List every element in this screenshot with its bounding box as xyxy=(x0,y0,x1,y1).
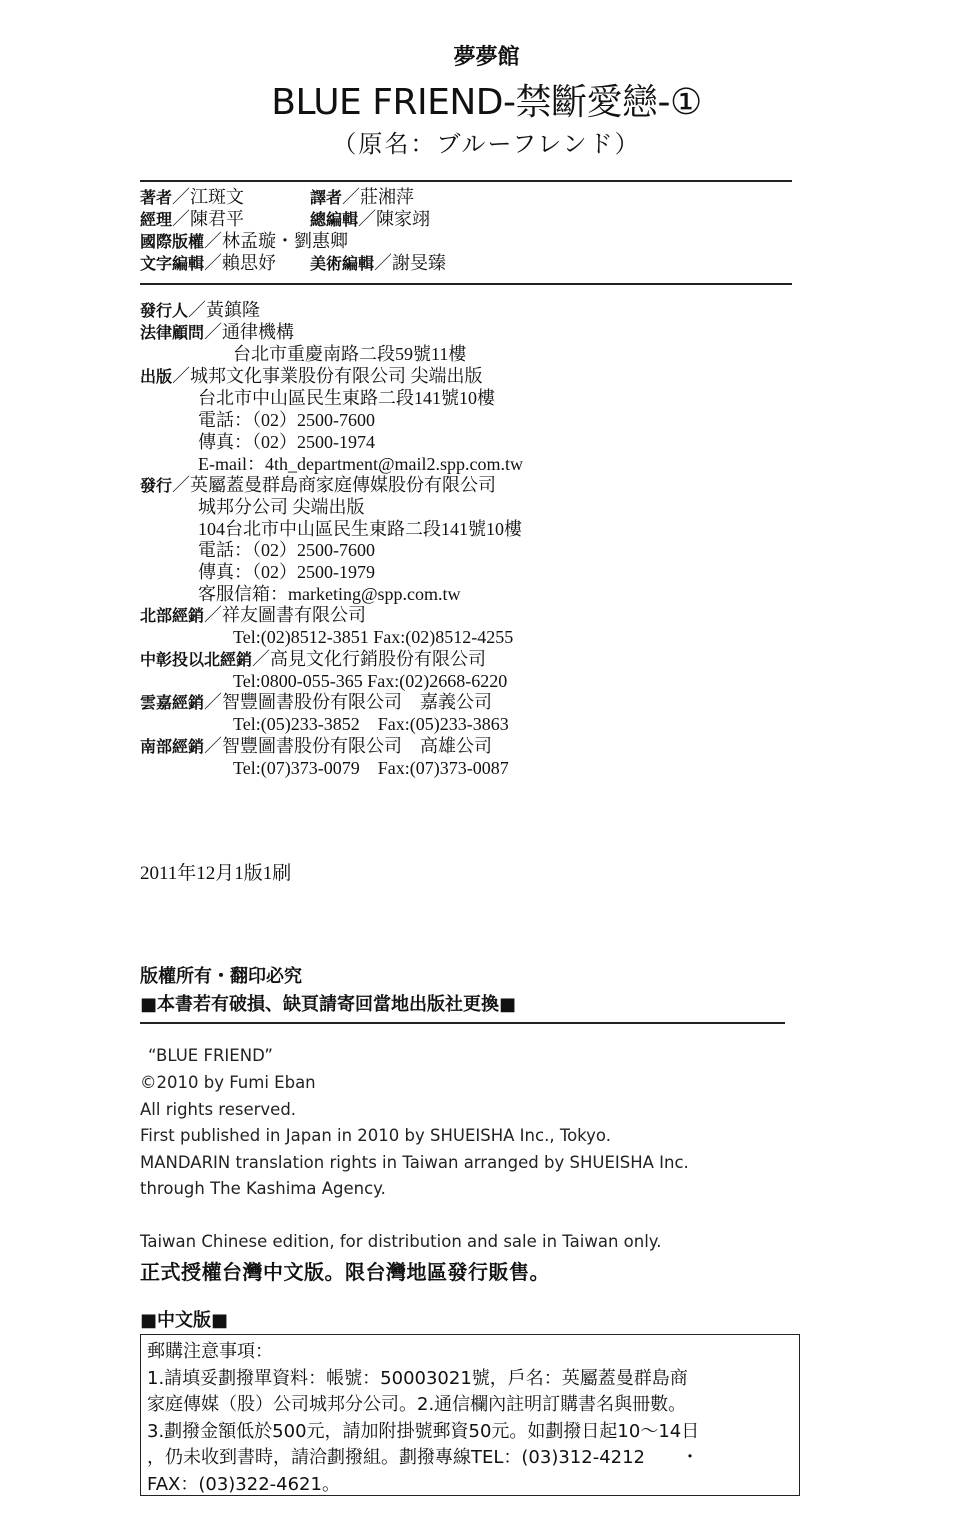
credit-row: 總編輯／陳家翊 xyxy=(310,209,431,229)
english-line: through The Kashima Agency. xyxy=(140,1179,386,1198)
english-line: All rights reserved. xyxy=(140,1100,297,1119)
dealer-contact: Tel:0800-055-365 Fax:(02)2668-6220 xyxy=(233,671,508,691)
press-row: 出版／城邦文化事業股份有限公司 尖端出版 xyxy=(140,366,483,386)
distribution-branch: 城邦分公司 尖端出版 xyxy=(198,497,365,517)
credit-row: 文字編輯／賴思妤 xyxy=(140,253,277,273)
mail-order-line: 家庭傳媒（股）公司城邦分公司。2.通信欄內註明訂購書名與冊數。 xyxy=(147,1394,687,1415)
press-fax: 傳真：（02）2500-1974 xyxy=(198,432,375,452)
legal-row: 法律顧問／通律機構 xyxy=(140,322,295,342)
dealer-row: 中彰投以北經銷／高見文化行銷股份有限公司 xyxy=(140,649,487,669)
mail-order-line: ，仍未收到書時，請洽劃撥組。劃撥專線TEL：(03)312-4212 ・ xyxy=(147,1447,700,1468)
distribution-service: 客服信箱：marketing@spp.com.tw xyxy=(198,584,461,604)
credit-row: 譯者／莊湘萍 xyxy=(310,187,415,207)
english-line: MANDARIN translation rights in Taiwan arranged by SHUEISHA Inc. xyxy=(140,1153,689,1172)
chinese-edition-label: ■中文版■ xyxy=(140,1310,229,1331)
divider-top xyxy=(140,180,792,182)
distribution-row: 發行／英屬蓋曼群島商家庭傳媒股份有限公司 xyxy=(140,475,497,495)
distribution-fax: 傳真：（02）2500-1979 xyxy=(198,562,375,582)
press-phone: 電話：（02）2500-7600 xyxy=(198,410,375,430)
original-title: （原名：ブルーフレンド） xyxy=(332,130,641,158)
mail-order-line: 1.請填妥劃撥單資料：帳號：50003021號，戶名：英屬蓋曼群島商 xyxy=(147,1367,688,1389)
authorization-notice: 正式授權台灣中文版。限台灣地區發行販售。 xyxy=(140,1260,550,1284)
issuer-row: 發行人／黃鎮隆 xyxy=(140,300,261,320)
legal-address: 台北市重慶南路二段59號11樓 xyxy=(233,344,467,364)
dealer-row: 雲嘉經銷／智豐圖書股份有限公司 嘉義公司 xyxy=(140,692,493,712)
divider-credits xyxy=(140,283,792,285)
dealer-contact: Tel:(02)8512-3851 Fax:(02)8512-4255 xyxy=(233,627,514,647)
press-address: 台北市中山區民生東路二段141號10樓 xyxy=(198,388,495,408)
english-line: “BLUE FRIEND” xyxy=(148,1046,273,1065)
edition-line: 2011年12月1版1刷 xyxy=(140,863,292,884)
divider-rights xyxy=(140,1022,785,1024)
english-line: First published in Japan in 2010 by SHUEISHA Inc., Tokyo. xyxy=(140,1126,611,1145)
dealer-row: 南部經銷／智豐圖書股份有限公司 高雄公司 xyxy=(140,736,493,756)
credit-row: 國際版權／林孟璇・劉惠卿 xyxy=(140,231,349,251)
distribution-address: 104台北市中山區民生東路二段141號10樓 xyxy=(198,519,522,539)
mail-order-line: FAX：(03)322-4621。 xyxy=(147,1473,340,1495)
mail-order-title: 郵購注意事項： xyxy=(147,1341,273,1362)
credit-row: 經理／陳君平 xyxy=(140,209,245,229)
mail-order-box xyxy=(140,1334,800,1496)
copyright-notice: 版權所有・翻印必究 xyxy=(140,966,302,987)
credit-row: 美術編輯／謝旻臻 xyxy=(310,253,447,273)
replacement-notice: ■本書若有破損、缺頁請寄回當地出版社更換■ xyxy=(140,994,517,1015)
credit-row: 著者／江斑文 xyxy=(140,187,245,207)
book-title: BLUE FRIEND-禁斷愛戀-① xyxy=(271,82,702,123)
publisher-imprint: 夢夢館 xyxy=(453,45,520,70)
english-line: ©2010 by Fumi Eban xyxy=(140,1073,316,1092)
credit-label: 著者 xyxy=(140,188,173,207)
dealer-contact: Tel:(07)373-0079 Fax:(07)373-0087 xyxy=(233,758,509,778)
dealer-row: 北部經銷／祥友圖書有限公司 xyxy=(140,605,367,625)
credit-value: 江斑文 xyxy=(190,187,245,207)
mail-order-line: 3.劃撥金額低於500元，請加附掛號郵資50元。如劃撥日起10～14日 xyxy=(147,1420,700,1442)
press-email: E-mail：4th_department@mail2.spp.com.tw xyxy=(198,454,524,474)
distribution-phone: 電話：（02）2500-7600 xyxy=(198,540,375,560)
dealer-contact: Tel:(05)233-3852 Fax:(05)233-3863 xyxy=(233,714,509,734)
distribution-note: Taiwan Chinese edition, for distribution and sale in Taiwan only. xyxy=(140,1232,662,1251)
